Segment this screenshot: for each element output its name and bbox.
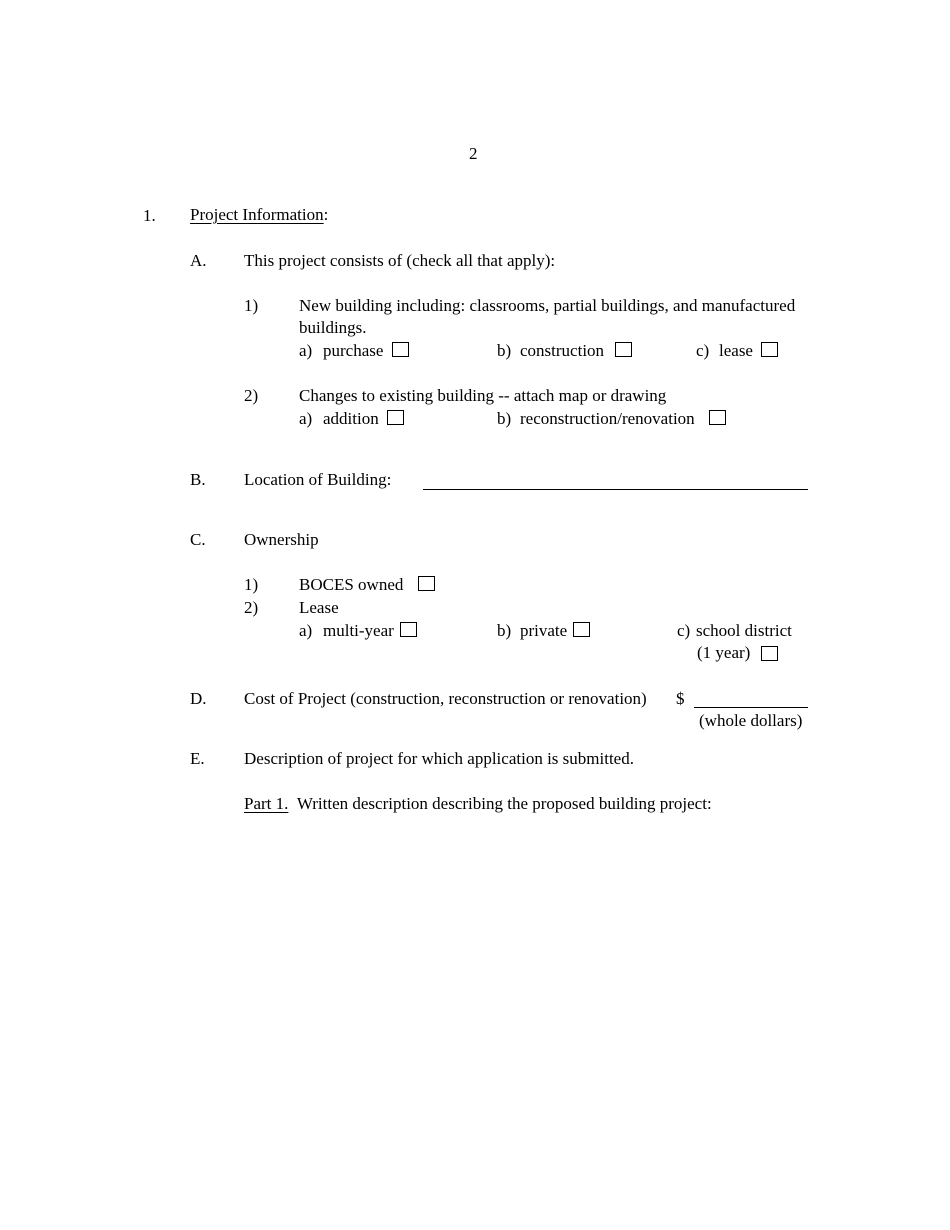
option-a1a-prefix: a) [299, 341, 313, 360]
item-c2-number: 2) [244, 598, 259, 617]
section-title: Project Information [190, 205, 324, 224]
item-b-letter: B. [190, 470, 206, 489]
private-checkbox[interactable] [573, 622, 590, 637]
option-reconstruction-label: reconstruction/renovation [520, 409, 695, 428]
item-c1-number: 1) [244, 575, 259, 594]
item-d-letter: D. [190, 689, 207, 708]
item-a1-text-line1: New building including: classrooms, partial buildings, and manufactured [299, 296, 796, 315]
construction-checkbox[interactable] [615, 342, 632, 357]
reconstruction-renovation-checkbox[interactable] [709, 410, 726, 425]
boces-owned-checkbox[interactable] [418, 576, 435, 591]
option-a1c-prefix: c) [696, 341, 710, 360]
part-1-label: Part 1. [244, 794, 289, 813]
description-text: Description of project for which application is submitted. [244, 749, 634, 768]
option-school-district-label: school district [696, 621, 792, 640]
location-input-line[interactable] [423, 489, 808, 490]
option-purchase-label: purchase [323, 341, 384, 360]
option-c2c-prefix: c) [677, 621, 691, 640]
item-a1-text-line2: buildings. [299, 318, 367, 337]
option-school-district-term: (1 year) [697, 643, 751, 662]
location-label: Location of Building: [244, 470, 392, 489]
cost-input-line[interactable] [694, 707, 808, 708]
item-c-letter: C. [190, 530, 206, 549]
option-lease-label: lease [719, 341, 753, 360]
item-e-letter: E. [190, 749, 205, 768]
option-a2b-prefix: b) [497, 409, 512, 428]
option-multi-year-label: multi-year [323, 621, 394, 640]
ownership-label: Ownership [244, 530, 319, 549]
option-c2b-prefix: b) [497, 621, 512, 640]
part-1-text: Written description describing the proposed building project: [296, 794, 712, 813]
item-a1-number: 1) [244, 296, 259, 315]
cost-label: Cost of Project (construction, reconstruction or renovation) [244, 689, 647, 708]
page-number: 2 [469, 144, 478, 163]
option-a2a-prefix: a) [299, 409, 313, 428]
currency-symbol: $ [676, 689, 685, 708]
option-addition-label: addition [323, 409, 379, 428]
option-private-label: private [520, 621, 568, 640]
part-1-line [244, 793, 712, 815]
item-a-text: This project consists of (check all that apply): [244, 251, 556, 270]
option-construction-label: construction [520, 341, 605, 360]
school-district-checkbox[interactable] [761, 646, 778, 661]
lease-checkbox[interactable] [761, 342, 778, 357]
lease-heading: Lease [299, 598, 339, 617]
section-title-suffix: : [323, 205, 329, 224]
item-a2-text: Changes to existing building -- attach map or drawing [299, 386, 667, 405]
boces-owned-label: BOCES owned [299, 575, 404, 594]
purchase-checkbox[interactable] [392, 342, 409, 357]
whole-dollars-note: (whole dollars) [699, 711, 803, 730]
section-title-wrap [190, 204, 328, 226]
item-a-letter: A. [190, 251, 207, 270]
item-a2-number: 2) [244, 386, 259, 405]
addition-checkbox[interactable] [387, 410, 404, 425]
multi-year-checkbox[interactable] [400, 622, 417, 637]
section-number: 1. [143, 206, 156, 225]
option-c2a-prefix: a) [299, 621, 313, 640]
option-a1b-prefix: b) [497, 341, 512, 360]
